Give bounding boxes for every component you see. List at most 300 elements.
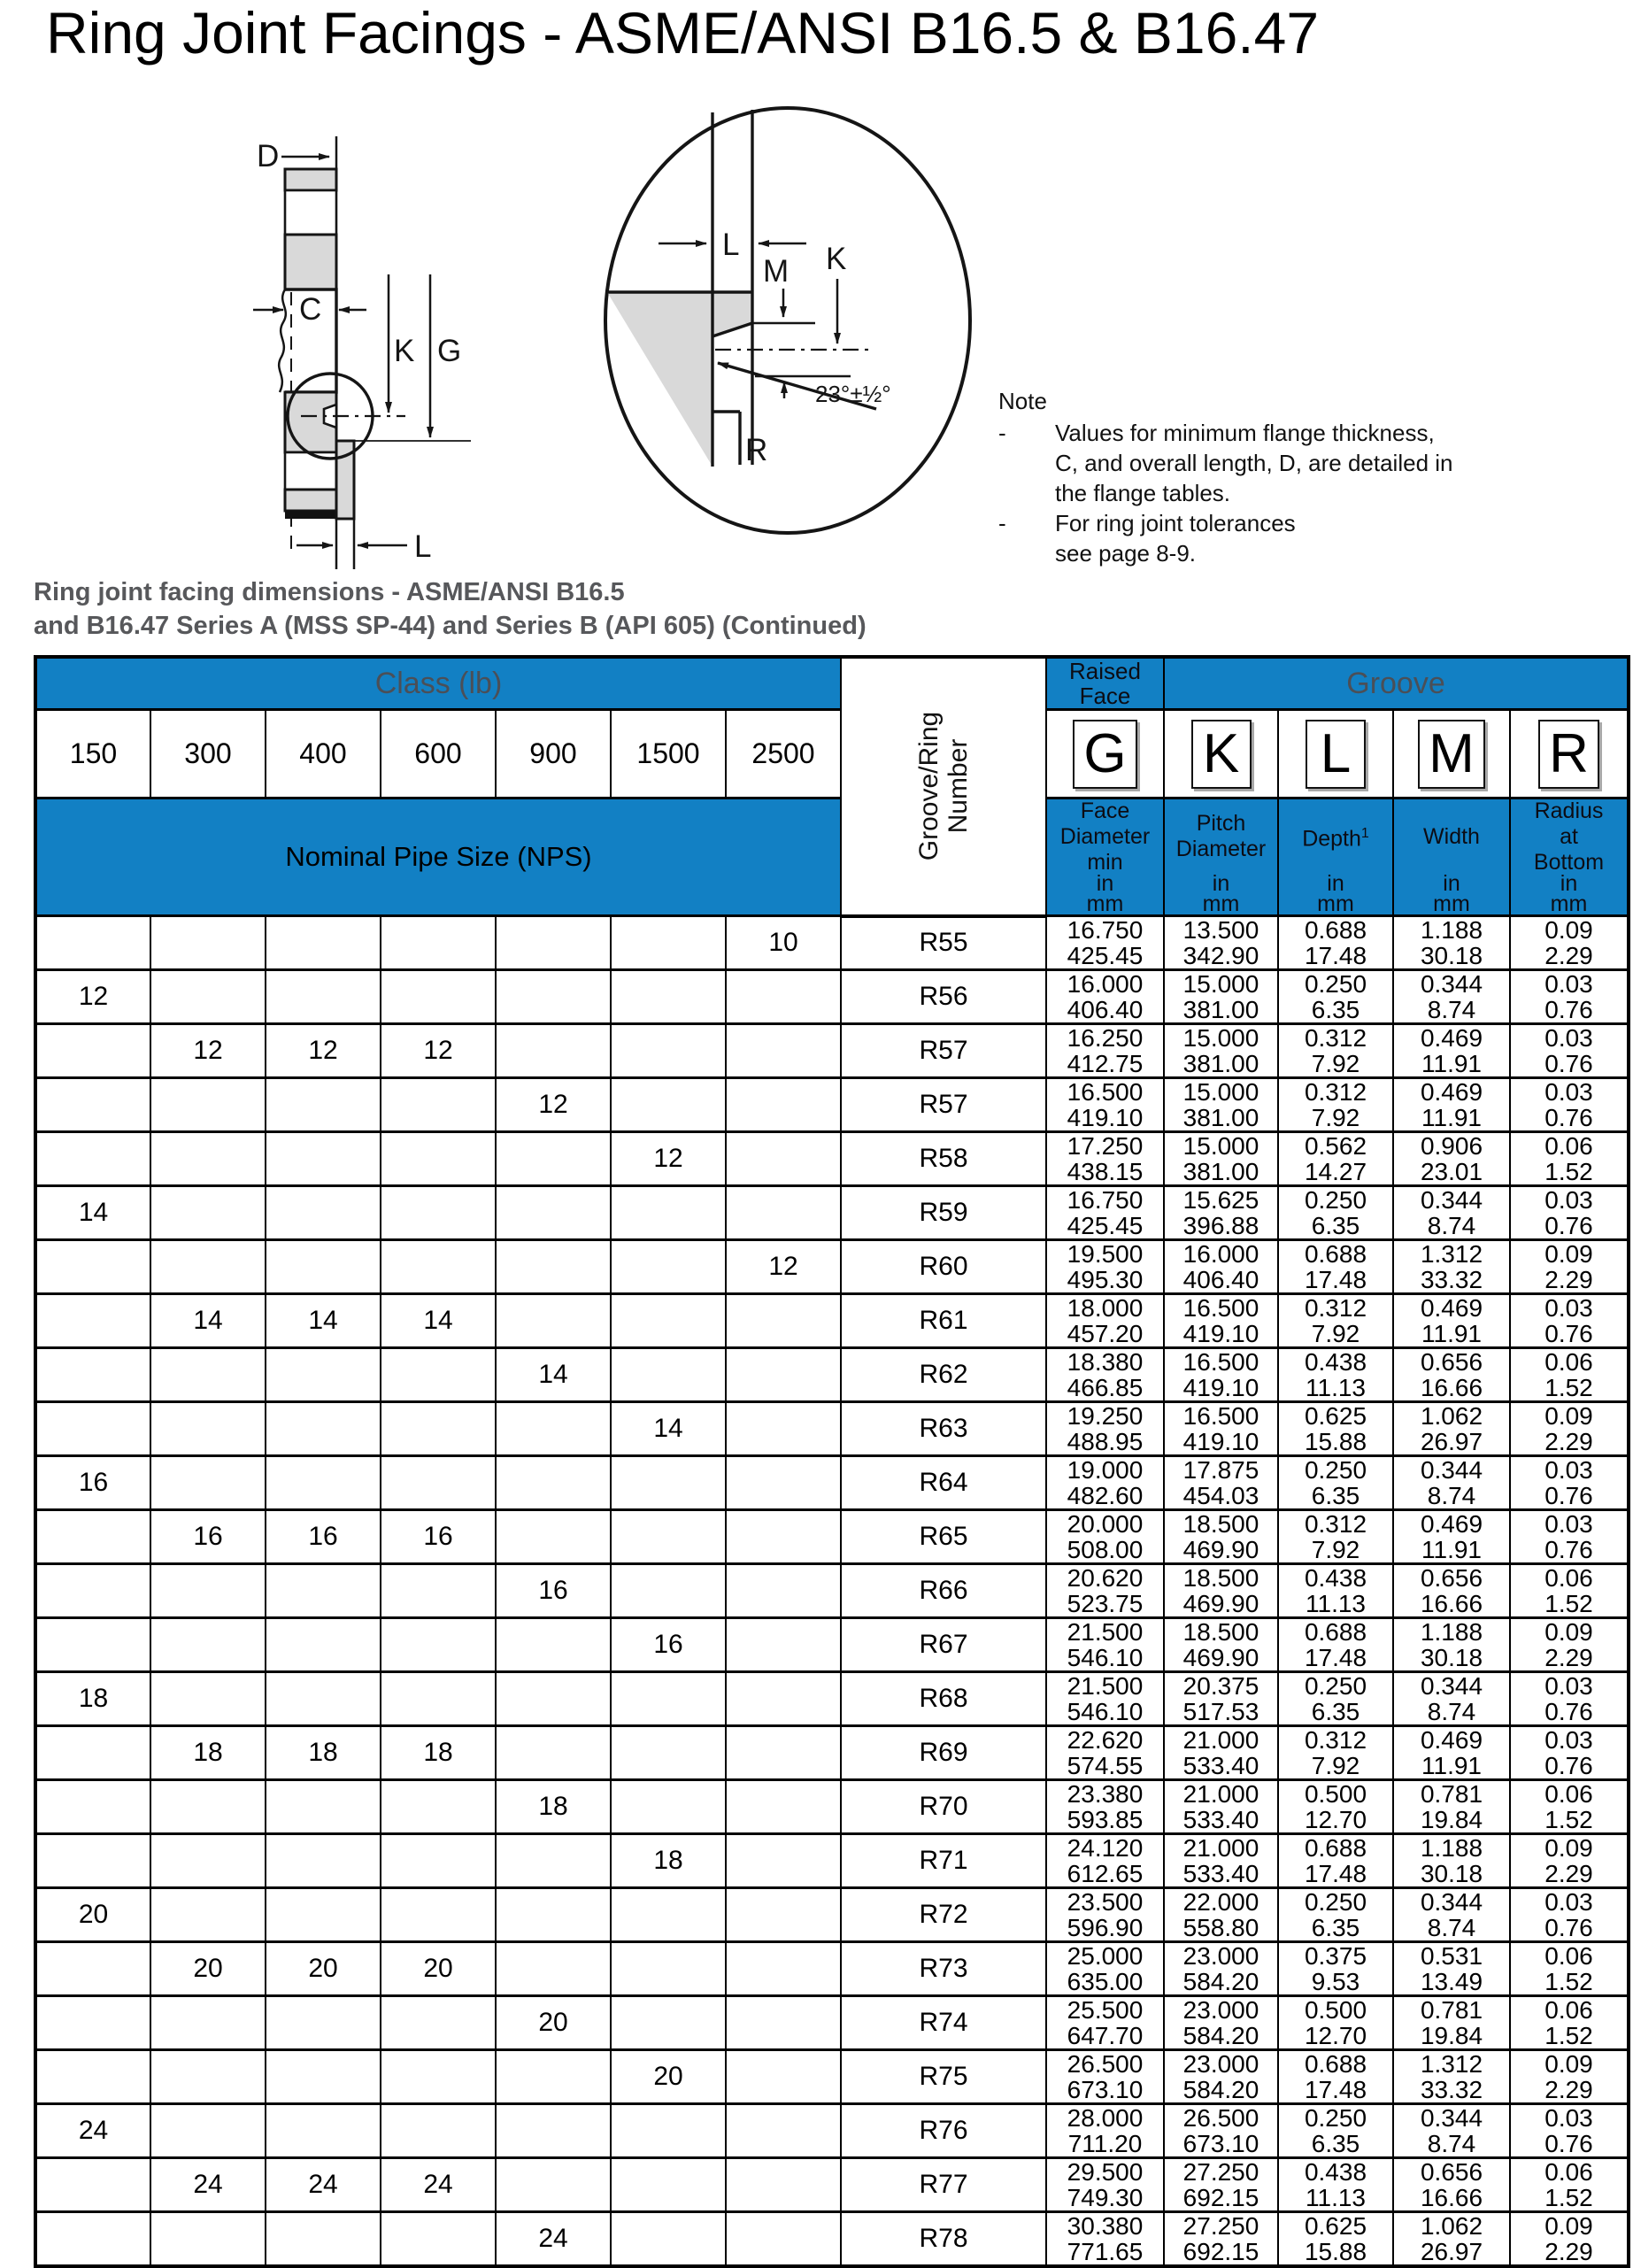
- value-mm: 0.76: [1544, 1536, 1593, 1563]
- value-in: 0.781: [1420, 1996, 1483, 2024]
- dimension-cell: [1278, 1078, 1393, 1132]
- nps-cell: 14: [381, 1294, 496, 1348]
- value-in: 0.688: [1304, 1618, 1367, 1646]
- value-mm: 711.20: [1067, 2130, 1143, 2157]
- ring-number-cell: R64: [841, 1456, 1046, 1510]
- value-mm: 0.76: [1544, 1698, 1593, 1725]
- value-in: 21.000: [1182, 1726, 1259, 1754]
- value-mm: 692.15: [1182, 2184, 1259, 2211]
- note-line: For ring joint tolerances: [1055, 510, 1296, 536]
- nps-cell: [496, 1132, 611, 1186]
- nps-cell: [150, 1348, 266, 1402]
- value-in: 0.500: [1304, 1996, 1367, 2024]
- dimension-cell: [1510, 2050, 1629, 2104]
- value-mm: 8.74: [1427, 1698, 1476, 1725]
- dimension-cell: [1510, 1510, 1629, 1564]
- value-in: 0.03: [1544, 1672, 1593, 1700]
- nps-cell: [35, 1996, 150, 2050]
- nps-cell: [381, 2050, 496, 2104]
- value-in: 1.312: [1420, 2050, 1483, 2078]
- nps-cell: [381, 2212, 496, 2267]
- nps-cell: 20: [496, 1996, 611, 2050]
- dimension-cell: [1278, 1348, 1393, 1402]
- value-mm: 33.32: [1420, 1266, 1483, 1293]
- value-mm: 574.55: [1067, 1752, 1144, 1779]
- value-in: 20.375: [1182, 1672, 1259, 1700]
- dimension-cell: [1510, 970, 1629, 1024]
- table-row: [35, 2212, 1629, 2267]
- value-in: 0.344: [1420, 1672, 1483, 1700]
- value-in: 0.656: [1420, 1348, 1483, 1376]
- nps-cell: [35, 1780, 150, 1834]
- value-in: 15.625: [1182, 1186, 1259, 1214]
- unit-mm: mm: [1433, 891, 1470, 916]
- dimension-cell: [1046, 1672, 1164, 1726]
- table-row: [35, 1834, 1629, 1888]
- dimension-cell: [1393, 2212, 1510, 2267]
- ring-number-cell: R74: [841, 1996, 1046, 2050]
- groove-letter-cell: [1278, 710, 1393, 798]
- dimension-cell: [1393, 1942, 1510, 1996]
- value-in: 0.03: [1544, 1726, 1593, 1754]
- value-in: 28.000: [1067, 2104, 1144, 2132]
- value-in: 0.06: [1544, 1132, 1593, 1160]
- ring-number-cell: R57: [841, 1078, 1046, 1132]
- nps-cell: 14: [35, 1186, 150, 1240]
- nps-cell: 14: [266, 1294, 381, 1348]
- dimension-cell: [1510, 1402, 1629, 1456]
- value-in: 16.500: [1182, 1294, 1259, 1322]
- ring-number-cell: R56: [841, 970, 1046, 1024]
- table-row: [35, 1132, 1629, 1186]
- dimension-cell: [1046, 1294, 1164, 1348]
- value-mm: 11.13: [1306, 1590, 1366, 1617]
- value-mm: 0.76: [1544, 1752, 1593, 1779]
- value-mm: 584.20: [1182, 2022, 1259, 2049]
- value-mm: 381.00: [1182, 1158, 1259, 1185]
- value-in: 0.344: [1420, 1888, 1483, 1916]
- table-row: [35, 2104, 1629, 2158]
- value-in: 21.000: [1182, 1780, 1259, 1808]
- value-mm: 16.66: [1420, 1590, 1483, 1617]
- nps-cell: [726, 2212, 841, 2267]
- groove-letter: L: [1306, 720, 1366, 789]
- value-in: 0.03: [1544, 1186, 1593, 1214]
- value-mm: 6.35: [1311, 1914, 1360, 1941]
- value-mm: 0.76: [1544, 1104, 1593, 1131]
- value-in: 18.500: [1182, 1510, 1259, 1538]
- dimension-cell: [1393, 1240, 1510, 1294]
- nps-cell: [726, 1294, 841, 1348]
- value-mm: 17.48: [1304, 942, 1367, 969]
- nps-cell: [611, 1186, 726, 1240]
- dimension-cell: [1510, 1564, 1629, 1618]
- value-mm: 457.20: [1067, 1320, 1144, 1347]
- table-row: [35, 1780, 1629, 1834]
- nps-cell: 14: [496, 1348, 611, 1402]
- nps-cell: [611, 2212, 726, 2267]
- column-subheader: [1393, 798, 1510, 916]
- dimension-cell: [1278, 1510, 1393, 1564]
- nps-cell: [496, 1672, 611, 1726]
- value-mm: 406.40: [1067, 996, 1144, 1023]
- nps-cell: [496, 970, 611, 1024]
- value-mm: 381.00: [1182, 1104, 1259, 1131]
- nps-cell: [35, 1510, 150, 1564]
- value-mm: 7.92: [1311, 1752, 1360, 1779]
- value-in: 19.000: [1067, 1456, 1144, 1484]
- value-mm: 16.66: [1420, 2184, 1483, 2211]
- dimension-cell: [1510, 1780, 1629, 1834]
- value-mm: 419.10: [1067, 1104, 1144, 1131]
- unit-in: in: [1443, 871, 1460, 896]
- note-heading: Note: [998, 388, 1047, 414]
- value-mm: 1.52: [1544, 1806, 1593, 1833]
- nps-cell: 18: [266, 1726, 381, 1780]
- nps-cell: [611, 1996, 726, 2050]
- groove-letter-cell: [1393, 710, 1510, 798]
- nps-cell: [726, 1996, 841, 2050]
- subheader-line: min: [1087, 849, 1123, 875]
- value-in: 16.750: [1067, 916, 1144, 944]
- nps-cell: [266, 1834, 381, 1888]
- nps-cell: 24: [381, 2158, 496, 2212]
- value-mm: 2.29: [1544, 1644, 1593, 1671]
- dimension-cell: [1046, 1132, 1164, 1186]
- nps-cell: [726, 1942, 841, 1996]
- nps-cell: [496, 2050, 611, 2104]
- dimension-cell: [1510, 1618, 1629, 1672]
- ring-number-cell: R60: [841, 1240, 1046, 1294]
- value-mm: 419.10: [1182, 1428, 1259, 1455]
- nps-cell: [496, 1888, 611, 1942]
- subheader-line: Bottom: [1533, 849, 1605, 875]
- table-row: [35, 1564, 1629, 1618]
- nps-cell: [381, 1240, 496, 1294]
- table-row: [35, 2050, 1629, 2104]
- value-mm: 438.15: [1067, 1158, 1144, 1185]
- value-in: 0.625: [1304, 2212, 1367, 2240]
- value-mm: 6.35: [1311, 2130, 1360, 2157]
- class-value-cell: 150: [35, 710, 150, 798]
- value-in: 17.875: [1182, 1456, 1259, 1484]
- nps-cell: [266, 1618, 381, 1672]
- dim-label-g: G: [437, 334, 462, 368]
- table-subtitle: [34, 575, 867, 643]
- value-in: 0.688: [1304, 1834, 1367, 1862]
- note-line: the flange tables.: [1055, 480, 1231, 506]
- nps-cell: [496, 2158, 611, 2212]
- nps-cell: [611, 1942, 726, 1996]
- nps-cell: [150, 2212, 266, 2267]
- nps-cell: [726, 1402, 841, 1456]
- value-in: 0.312: [1304, 1726, 1367, 1754]
- nps-cell: [35, 1132, 150, 1186]
- nps-cell: [496, 1726, 611, 1780]
- nps-cell: [150, 1888, 266, 1942]
- subheader-line: Radius: [1534, 798, 1604, 823]
- dimension-cell: [1393, 1078, 1510, 1132]
- subheader-line: Face: [1080, 798, 1130, 823]
- value-mm: 6.35: [1311, 996, 1360, 1023]
- dimension-cell: [1510, 1240, 1629, 1294]
- value-in: 0.531: [1420, 1942, 1483, 1970]
- value-mm: 2.29: [1544, 1428, 1593, 1455]
- table-row: [35, 1348, 1629, 1402]
- dimension-cell: [1046, 916, 1164, 970]
- value-mm: 8.74: [1427, 1482, 1476, 1509]
- dimension-cell: [1393, 1564, 1510, 1618]
- groove-detail-diagram: [556, 99, 1016, 542]
- value-mm: 1.52: [1544, 1968, 1593, 1995]
- dimension-cell: [1510, 1996, 1629, 2050]
- value-in: 0.06: [1544, 1780, 1593, 1808]
- nps-cell: [726, 1186, 841, 1240]
- value-mm: 593.85: [1067, 1806, 1144, 1833]
- value-mm: 533.40: [1182, 1860, 1259, 1887]
- nps-cell: [496, 916, 611, 970]
- note-items: [998, 418, 1529, 568]
- nps-cell: [35, 1240, 150, 1294]
- unit-mm: mm: [1550, 891, 1588, 916]
- nps-cell: 16: [496, 1564, 611, 1618]
- note-line: C, and overall length, D, are detailed in: [1055, 450, 1453, 476]
- value-mm: 419.10: [1182, 1374, 1259, 1401]
- value-mm: 381.00: [1182, 1050, 1259, 1077]
- dimension-cell: [1278, 1888, 1393, 1942]
- dimension-cell: [1510, 1024, 1629, 1078]
- subheader-label: [1165, 799, 1277, 874]
- groove-letter: R: [1538, 720, 1599, 789]
- ring-number-cell: R68: [841, 1672, 1046, 1726]
- value-in: 0.03: [1544, 1888, 1593, 1916]
- dimension-cell: [1510, 1294, 1629, 1348]
- nps-cell: [496, 1618, 611, 1672]
- value-mm: 6.35: [1311, 1482, 1360, 1509]
- value-in: 0.03: [1544, 1456, 1593, 1484]
- note-item: [998, 508, 1529, 568]
- dimension-cell: [1164, 1888, 1278, 1942]
- value-in: 0.500: [1304, 1780, 1367, 1808]
- unit-in: in: [1096, 871, 1114, 896]
- value-in: 20.000: [1067, 1510, 1144, 1538]
- value-mm: 0.76: [1544, 1050, 1593, 1077]
- nps-cell: 12: [35, 970, 150, 1024]
- value-mm: 9.53: [1311, 1968, 1360, 1995]
- dimension-cell: [1278, 1240, 1393, 1294]
- column-subheader: [1510, 798, 1629, 916]
- subheader-line: Width: [1423, 823, 1480, 849]
- value-in: 0.469: [1420, 1294, 1483, 1322]
- dimension-cell: [1393, 970, 1510, 1024]
- ring-number-cell: R78: [841, 2212, 1046, 2267]
- value-in: 0.09: [1544, 1402, 1593, 1430]
- value-in: 0.312: [1304, 1024, 1367, 1052]
- value-mm: 14.27: [1304, 1158, 1367, 1185]
- column-subheader: [1164, 798, 1278, 916]
- nps-cell: [150, 2050, 266, 2104]
- nps-cell: [611, 1240, 726, 1294]
- value-mm: 2.29: [1544, 942, 1593, 969]
- value-in: 0.250: [1304, 1672, 1367, 1700]
- nps-cell: [150, 1078, 266, 1132]
- value-in: 1.188: [1420, 1618, 1483, 1646]
- nps-cell: [266, 1132, 381, 1186]
- nps-cell: [726, 1132, 841, 1186]
- subheader-line: Diameter: [1059, 823, 1151, 849]
- value-mm: 26.97: [1420, 1428, 1483, 1455]
- nps-cell: [381, 1348, 496, 1402]
- nps-cell: 12: [150, 1024, 266, 1078]
- nps-cell: [266, 1888, 381, 1942]
- nps-cell: 16: [35, 1456, 150, 1510]
- dimension-cell: [1046, 1186, 1164, 1240]
- value-in: 0.250: [1304, 1186, 1367, 1214]
- value-mm: 7.92: [1311, 1050, 1360, 1077]
- nps-cell: [611, 1078, 726, 1132]
- unit-in: in: [1212, 871, 1230, 896]
- dimension-cell: [1393, 1348, 1510, 1402]
- value-mm: 11.91: [1421, 1752, 1482, 1779]
- ring-number-cell: R57: [841, 1024, 1046, 1078]
- value-mm: 8.74: [1427, 996, 1476, 1023]
- value-in: 0.469: [1420, 1024, 1483, 1052]
- nps-cell: 16: [266, 1510, 381, 1564]
- dimension-cell: [1278, 1564, 1393, 1618]
- nps-cell: [266, 1402, 381, 1456]
- value-in: 1.312: [1420, 1240, 1483, 1268]
- nps-cell: [496, 1834, 611, 1888]
- value-in: 0.06: [1544, 1942, 1593, 1970]
- dim-label-c: C: [299, 292, 322, 327]
- value-mm: 11.91: [1421, 1050, 1482, 1077]
- table-row: [35, 970, 1629, 1024]
- ring-number-cell: R75: [841, 2050, 1046, 2104]
- value-mm: 19.84: [1420, 2022, 1483, 2049]
- nps-cell: [611, 1024, 726, 1078]
- value-in: 22.620: [1067, 1726, 1144, 1754]
- nps-cell: [726, 2050, 841, 2104]
- nps-cell: 12: [266, 1024, 381, 1078]
- nps-cell: [35, 1294, 150, 1348]
- table-row: [35, 1996, 1629, 2050]
- dimension-cell: [1278, 1186, 1393, 1240]
- value-mm: 7.92: [1311, 1104, 1360, 1131]
- dimension-cell: [1510, 2158, 1629, 2212]
- value-mm: 23.01: [1420, 1158, 1483, 1185]
- value-in: 20.620: [1067, 1564, 1144, 1592]
- nps-cell: [726, 2158, 841, 2212]
- value-mm: 1.52: [1544, 1158, 1593, 1185]
- dimension-cell: [1164, 1780, 1278, 1834]
- ring-number-cell: R63: [841, 1402, 1046, 1456]
- value-mm: 11.91: [1421, 1536, 1482, 1563]
- dimension-cell: [1046, 1078, 1164, 1132]
- class-value-cell: 1500: [611, 710, 726, 798]
- nps-cell: [611, 1780, 726, 1834]
- value-in: 0.344: [1420, 1186, 1483, 1214]
- dimension-cell: [1393, 2104, 1510, 2158]
- subheader-line: Diameter: [1175, 837, 1267, 861]
- value-mm: 17.48: [1304, 1860, 1367, 1887]
- dimension-cell: [1393, 2050, 1510, 2104]
- dimension-cell: [1510, 1942, 1629, 1996]
- dimension-cell: [1164, 1942, 1278, 1996]
- value-in: 0.250: [1304, 1456, 1367, 1484]
- nps-cell: 18: [381, 1726, 496, 1780]
- nps-cell: [381, 1672, 496, 1726]
- nps-cell: [266, 1240, 381, 1294]
- nps-cell: [726, 1888, 841, 1942]
- value-mm: 26.97: [1420, 2238, 1483, 2265]
- value-mm: 596.90: [1067, 1914, 1144, 1941]
- nps-cell: [35, 1834, 150, 1888]
- nps-cell: [266, 1780, 381, 1834]
- nps-cell: [611, 1348, 726, 1402]
- dimension-cell: [1510, 1672, 1629, 1726]
- value-in: 0.688: [1304, 916, 1367, 944]
- value-mm: 2.29: [1544, 2238, 1593, 2265]
- nps-cell: [35, 916, 150, 970]
- table-body: [35, 916, 1629, 2267]
- dimension-cell: [1278, 1942, 1393, 1996]
- value-in: 0.344: [1420, 2104, 1483, 2132]
- groove-letter-cell: [1046, 710, 1164, 798]
- dimension-cell: [1278, 1024, 1393, 1078]
- value-in: 0.09: [1544, 1834, 1593, 1862]
- nps-cell: 14: [150, 1294, 266, 1348]
- nps-cell: 18: [150, 1726, 266, 1780]
- nps-cell: [266, 2212, 381, 2267]
- nps-cell: [611, 2158, 726, 2212]
- nps-cell: 24: [496, 2212, 611, 2267]
- dimension-cell: [1393, 1024, 1510, 1078]
- nps-cell: 12: [496, 1078, 611, 1132]
- value-in: 15.000: [1182, 1078, 1259, 1106]
- value-in: 19.250: [1067, 1402, 1144, 1430]
- dimension-cell: [1393, 1510, 1510, 1564]
- unit-mm: mm: [1317, 891, 1354, 916]
- value-in: 23.380: [1067, 1780, 1144, 1808]
- dim-label-k-detail: K: [826, 242, 847, 276]
- dimension-cell: [1393, 1294, 1510, 1348]
- value-mm: 19.84: [1420, 1806, 1483, 1833]
- nps-cell: [611, 1510, 726, 1564]
- dim-label-k: K: [394, 334, 415, 368]
- nps-cell: [381, 1888, 496, 1942]
- value-in: 0.03: [1544, 2104, 1593, 2132]
- value-in: 16.750: [1067, 1186, 1144, 1214]
- value-in: 24.120: [1067, 1834, 1144, 1862]
- dimension-cell: [1164, 1348, 1278, 1402]
- nps-cell: 20: [150, 1942, 266, 1996]
- nps-cell: [726, 1618, 841, 1672]
- dimension-cell: [1393, 916, 1510, 970]
- value-mm: 12.70: [1304, 2022, 1367, 2049]
- nps-cell: [381, 916, 496, 970]
- dimension-cell: [1164, 1564, 1278, 1618]
- dimension-cell: [1393, 1456, 1510, 1510]
- table-row: [35, 1078, 1629, 1132]
- value-mm: 425.45: [1067, 942, 1144, 969]
- value-mm: 488.95: [1067, 1428, 1144, 1455]
- value-in: 18.500: [1182, 1618, 1259, 1646]
- nps-cell: [35, 1726, 150, 1780]
- nps-cell: [726, 1780, 841, 1834]
- value-mm: 342.90: [1182, 942, 1259, 969]
- nps-cell: [381, 1186, 496, 1240]
- nps-cell: 12: [611, 1132, 726, 1186]
